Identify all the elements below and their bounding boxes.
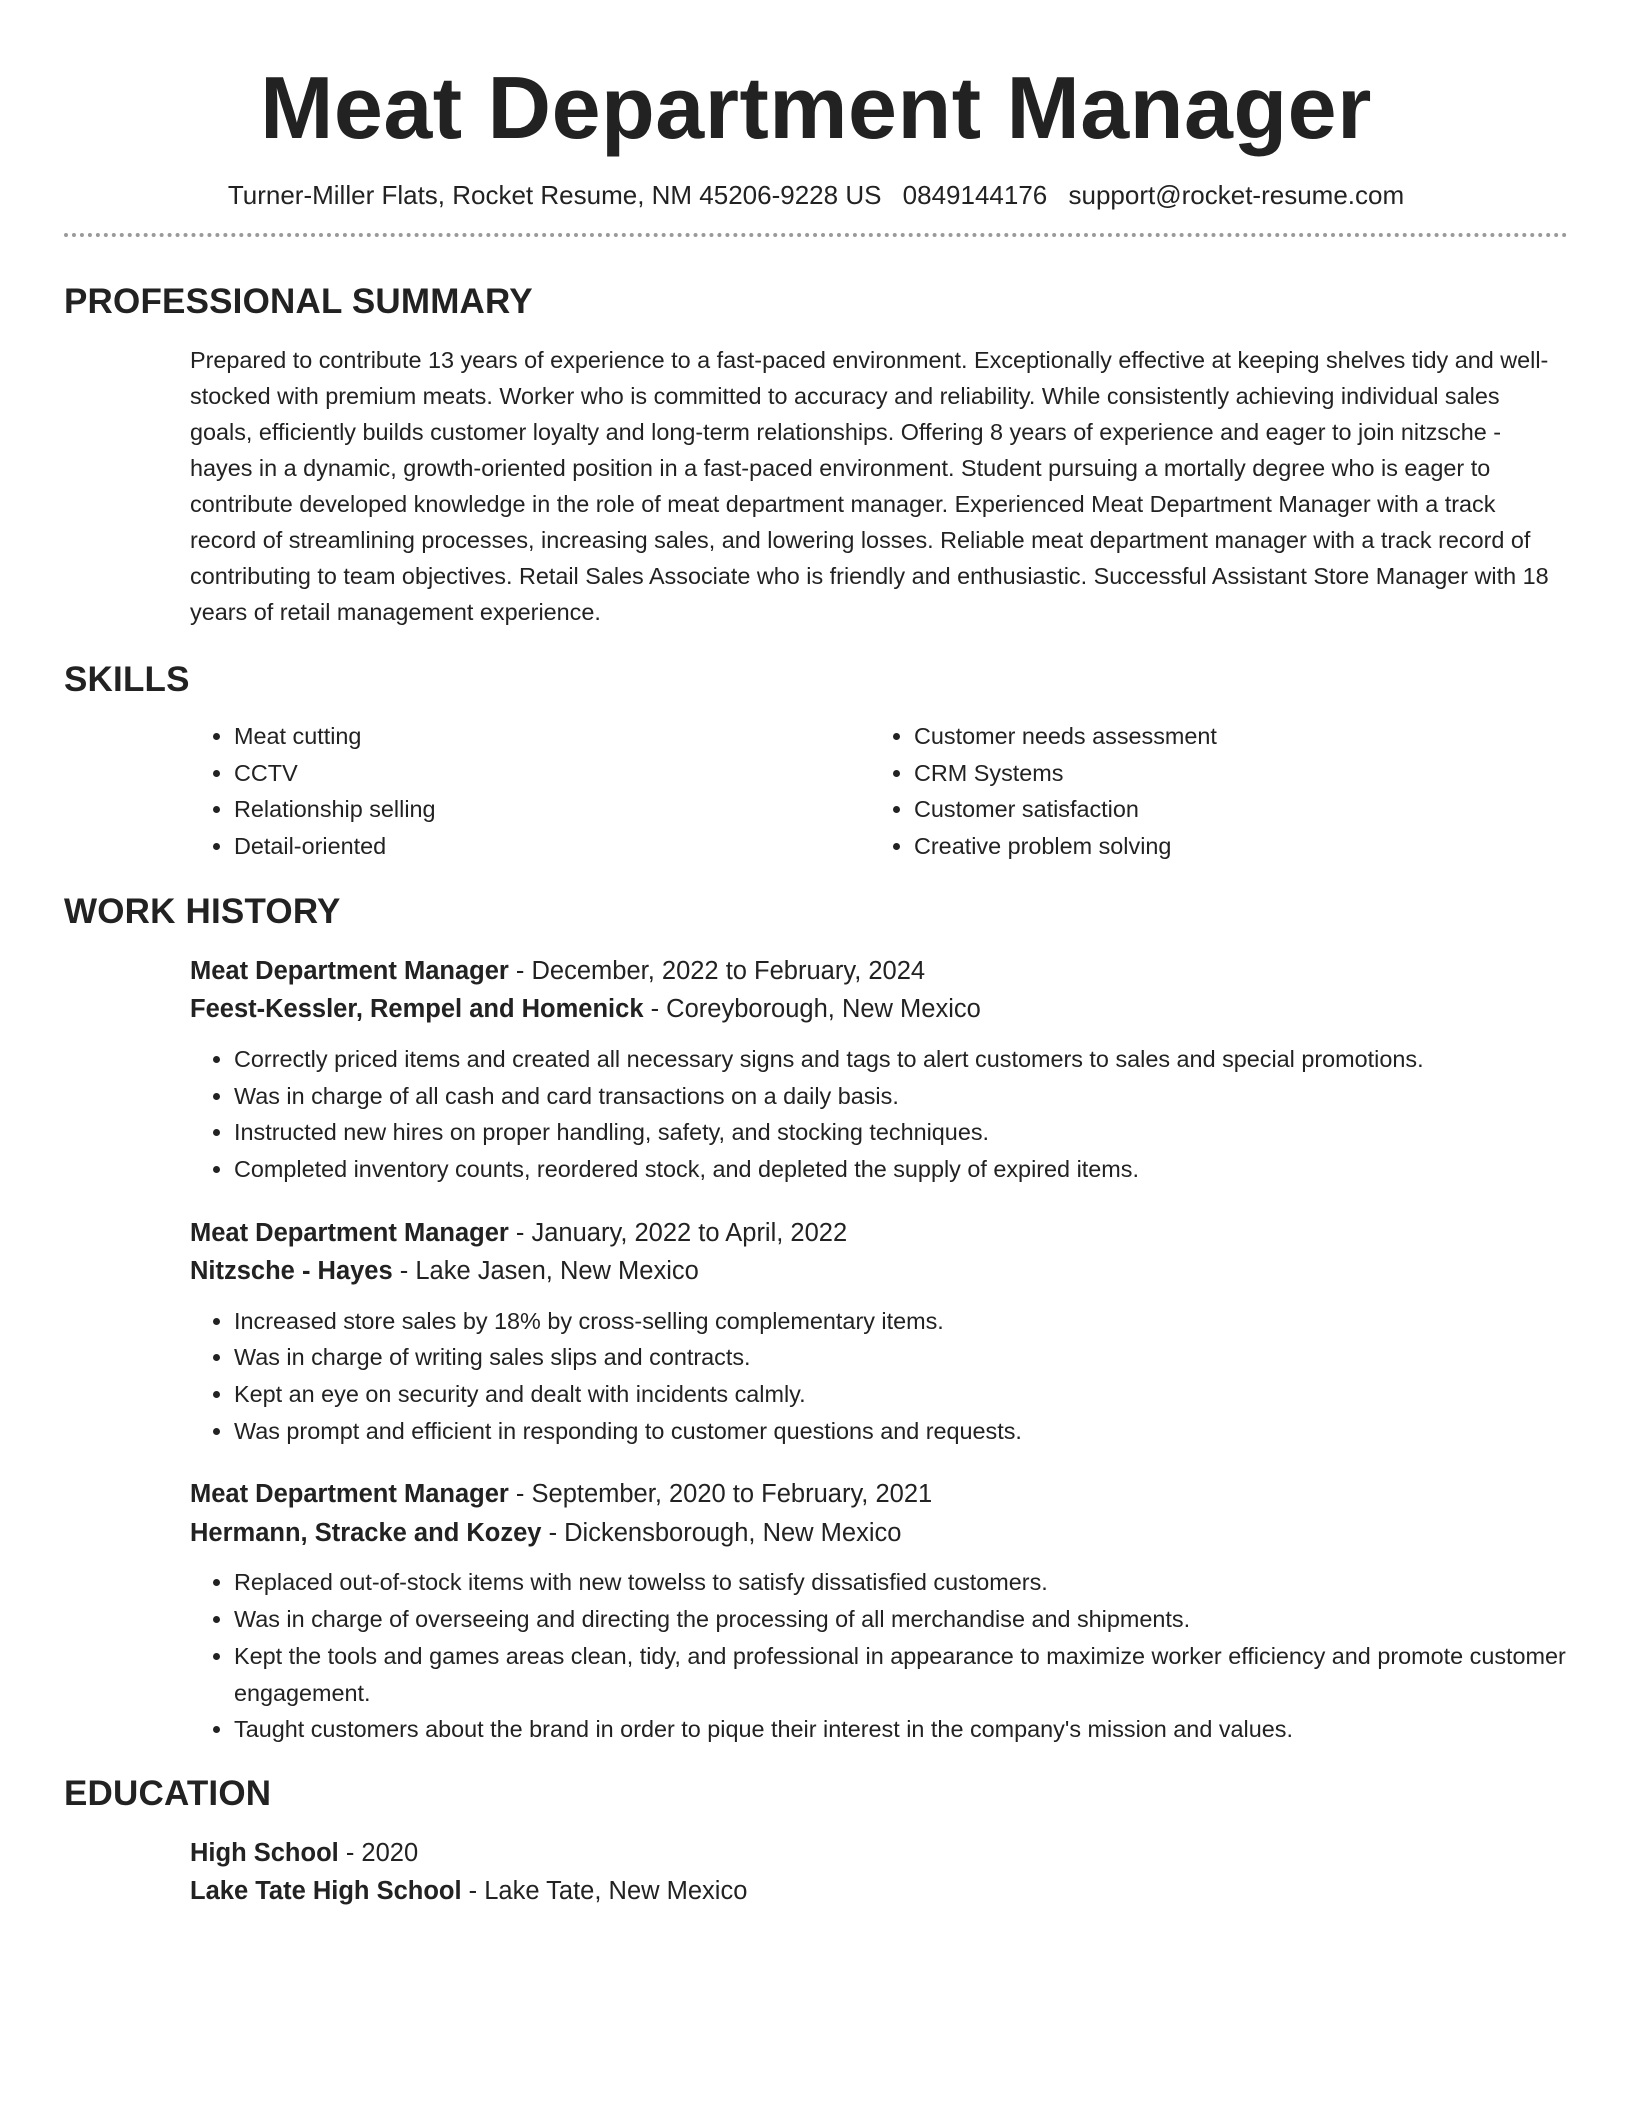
job-entry (190, 1214, 1568, 1450)
job-company: Feest-Kessler, Rempel and Homenick (190, 995, 644, 1024)
skill-item: • CCTV (234, 755, 870, 792)
contact-address: Turner-Miller Flats, Rocket Resume, NM 45206-9228 US (227, 180, 882, 210)
skill-item: • Detail-oriented (234, 828, 870, 865)
job-bullet: • Was in charge of overseeing and directing the processing of all merchandise and shipments. (234, 1601, 1568, 1638)
skills-heading: SKILLS (64, 660, 190, 699)
resume-title: Meat Department Manager (260, 58, 1372, 157)
skill-item: • Meat cutting (234, 718, 870, 755)
job-company-line (190, 990, 1568, 1029)
job-title: Meat Department Manager (190, 1218, 509, 1247)
education-degree-line (190, 1834, 1568, 1873)
job-title: Meat Department Manager (190, 956, 509, 985)
summary-text: Prepared to contribute 13 years of experience to a fast-paced environment. Exceptionally effective at keeping shelves tidy and well-stocked with premium meats. Worker who is committed to accuracy and reliability. While consistently achieving individual sales goals, efficiently builds customer loyalty and long-term relationships. Offering 8 years of experience and eager to join nitzsche - hayes in a dynamic, growth-oriented position in a fast-paced environment. Student pursuing a mortally degree who is eager to contribute developed knowledge in the role of meat department manager. Experienced Meat Department Manager with a track record of streamlining processes, increasing sales, and lowering losses. Reliable meat department manager with a track record of contributing to team objectives. Retail Sales Associate who is friendly and enthusiastic. Successful Assistant Store Manager with 18 years of retail management experience. (190, 347, 1549, 625)
skill-item: • Relationship selling (234, 791, 870, 828)
education-school: Lake Tate High School (190, 1877, 462, 1906)
job-bullet: • Completed inventory counts, reordered stock, and depleted the supply of expired items. (234, 1151, 1568, 1188)
education-section (64, 1772, 1568, 1911)
job-company-line (190, 1514, 1568, 1553)
job-bullets (190, 1303, 1568, 1450)
job-bullet: • Instructed new hires on proper handling, safety, and stocking techniques. (234, 1114, 1568, 1151)
skill-item: • CRM Systems (914, 755, 1550, 792)
job-bullet: • Was prompt and efficient in responding to customer questions and requests. (234, 1413, 1568, 1450)
skill-item: • Customer satisfaction (914, 791, 1550, 828)
skill-item: • Customer needs assessment (914, 718, 1550, 755)
job-title: Meat Department Manager (190, 1480, 509, 1509)
skill-item: • Creative problem solving (914, 828, 1550, 865)
education-school-line (190, 1872, 1568, 1911)
contact-line (64, 178, 1568, 212)
skills-columns (190, 718, 1568, 865)
education-entry (190, 1834, 1568, 1911)
header-divider (64, 233, 1568, 237)
job-entry (190, 1475, 1568, 1748)
contact-email: support@rocket-resume.com (1068, 180, 1405, 210)
skills-right-list (870, 718, 1550, 865)
work-history-heading: WORK HISTORY (64, 891, 341, 931)
education-year: - 2020 (345, 1838, 419, 1867)
job-title-line (190, 1475, 1568, 1514)
summary-heading: PROFESSIONAL SUMMARY (64, 282, 533, 321)
job-company: Hermann, Stracke and Kozey (190, 1518, 542, 1547)
job-bullets (190, 1564, 1568, 1748)
job-company-line (190, 1252, 1568, 1291)
job-dates: - September, 2020 to February, 2021 (515, 1480, 933, 1509)
contact-phone: 0849144176 (902, 180, 1048, 210)
job-bullet: • Was in charge of writing sales slips and contracts. (234, 1339, 1568, 1376)
job-location: - Dickensborough, New Mexico (548, 1518, 902, 1547)
summary-section (64, 280, 1568, 630)
job-bullet: • Increased store sales by 18% by cross-selling complementary items. (234, 1303, 1568, 1340)
education-degree: High School (190, 1838, 339, 1867)
job-bullet: • Replaced out-of-stock items with new towelss to satisfy dissatisfied customers. (234, 1564, 1568, 1601)
work-history-section (64, 890, 1568, 1748)
job-company: Nitzsche - Hayes (190, 1257, 393, 1286)
skills-section (64, 658, 1568, 865)
resume-page (64, 0, 1568, 1911)
education-heading: EDUCATION (64, 1773, 272, 1813)
job-title-line (190, 952, 1568, 991)
skills-left-list (190, 718, 870, 865)
job-bullet: • Kept the tools and games areas clean, tidy, and professional in appearance to maximize worker efficiency and promote customer engagement. (234, 1638, 1568, 1711)
job-location: - Lake Jasen, New Mexico (399, 1257, 699, 1286)
job-dates: - December, 2022 to February, 2024 (515, 956, 926, 985)
job-entry (190, 952, 1568, 1188)
job-location: - Coreyborough, New Mexico (650, 995, 981, 1024)
job-title-line (190, 1214, 1568, 1253)
job-bullet: • Taught customers about the brand in order to pique their interest in the company's mission and values. (234, 1711, 1568, 1748)
job-bullet: • Was in charge of all cash and card transactions on a daily basis. (234, 1078, 1568, 1115)
job-bullets (190, 1041, 1568, 1188)
job-dates: - January, 2022 to April, 2022 (515, 1218, 848, 1247)
job-bullet: • Correctly priced items and created all necessary signs and tags to alert customers to sales and special promotions. (234, 1041, 1568, 1078)
education-location: - Lake Tate, New Mexico (468, 1877, 748, 1906)
job-bullet: • Kept an eye on security and dealt with incidents calmly. (234, 1376, 1568, 1413)
